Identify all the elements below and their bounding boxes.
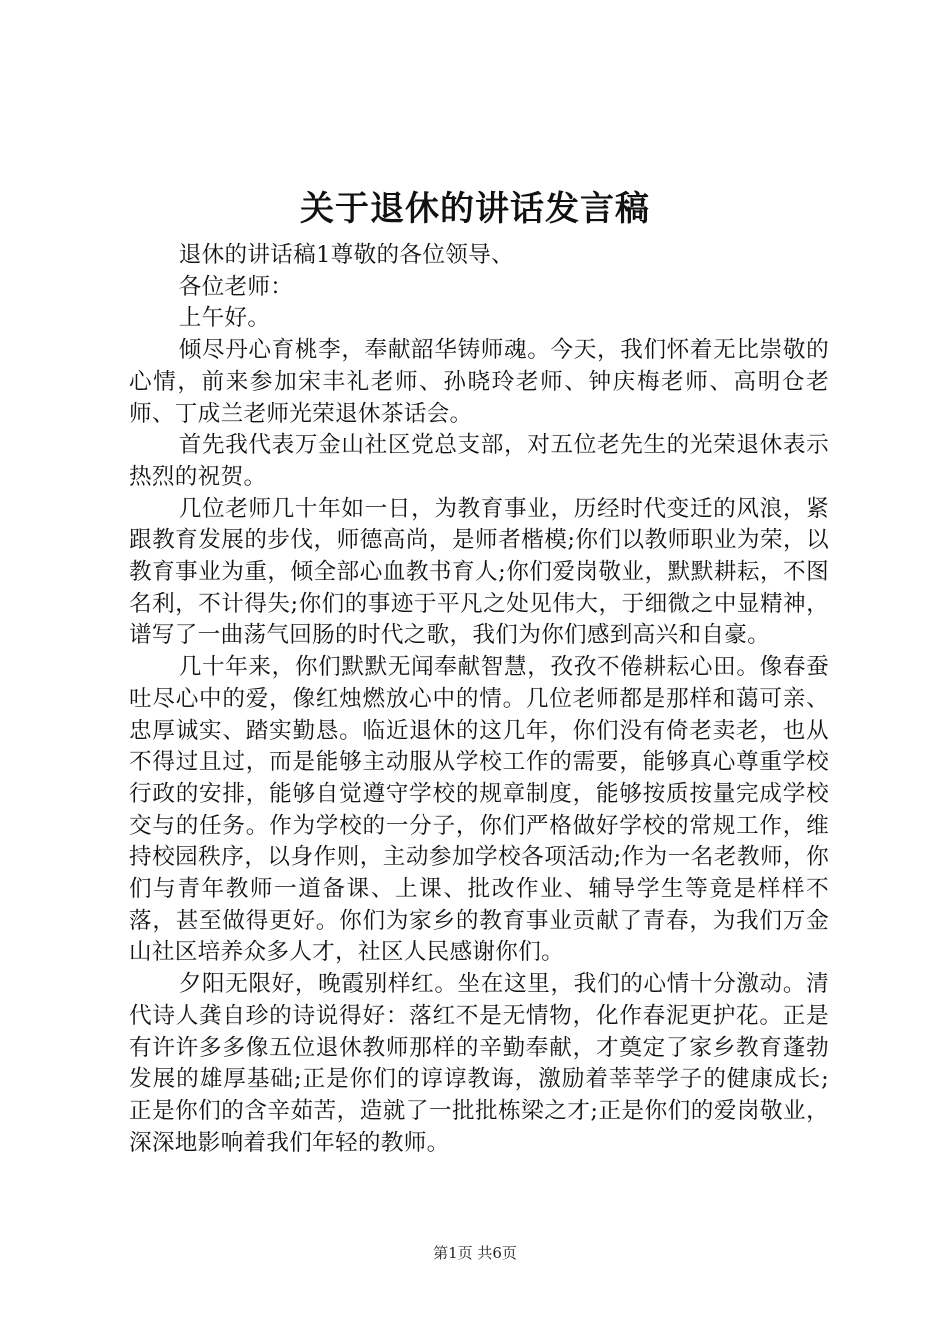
paragraph-greeting-line-1: 退休的讲话稿1尊敬的各位领导、 xyxy=(178,242,514,268)
paragraph-dedication: 几十年来，你们默默无闻奉献智慧，孜孜不倦耕耘心田。像春蚕吐尽心中的爱，像红烛燃放心中的情。几位老师都是那样和蔼可亲、忠厚诚实、踏实勤恳。临近退休的这几年，你们没有倚老卖老，也从不得过且过，而是能够主动服从学校工作的需要，能够真心尊重学校行政的安排，能够自觉遵守学校的规章制度，能够按质按量完成学校交与的任务。作为学校的一分子，你们严格做好学校的常规工作，维持校园秩序，以身作则，主动参加学校各项活动;作为一名老教师，你们与青年教师一道备课、上课、批改作业、辅导学生等竟是样样不落，甚至做得更好。你们为家乡的教育事业贡献了青春，为我们万金山社区培养众多人才，社区人民感谢你们。 xyxy=(129,654,829,966)
paragraph-tribute: 几位老师几十年如一日，为教育事业，历经时代变迁的风浪，紧跟教育发展的步伐，师德高尚，是师者楷模;你们以教师职业为荣，以教育事业为重，倾全部心血教书育人;你们爱岗敬业，默默耕耘，不图名利，不计得失;你们的事迹于平凡之处见伟大，于细微之中显精神，谱写了一曲荡气回肠的时代之歌，我们为你们感到高兴和自豪。 xyxy=(129,495,829,649)
document-body xyxy=(129,240,829,1159)
page-footer: 第1页 共6页 xyxy=(433,1244,517,1262)
paragraph-congratulations: 首先我代表万金山社区党总支部，对五位老先生的光荣退休表示热烈的祝贺。 xyxy=(129,432,829,490)
paragraph-greeting-line-2: 各位老师： xyxy=(178,273,294,300)
paragraph-opening: 倾尽丹心育桃李，奉献韶华铸师魂。今天，我们怀着无比崇敬的心情，前来参加宋丰礼老师、孙晓玲老师、钟庆梅老师、高明仓老师、丁成兰老师光荣退休茶话会。 xyxy=(129,337,829,427)
document-title: 关于退休的讲话发言稿 xyxy=(300,189,650,229)
paragraph-greeting-line-3: 上午好。 xyxy=(178,305,271,332)
paragraph-closing: 夕阳无限好，晚霞别样红。坐在这里，我们的心情十分激动。清代诗人龚自珍的诗说得好：落红不是无情物，化作春泥更护花。正是有许许多多像五位退休教师那样的辛勤奉献，才奠定了家乡教育蓬勃发展的雄厚基础;正是你们的谆谆教诲，激励着莘莘学子的健康成长;正是你们的含辛茹苦，造就了一批批栋梁之才;正是你们的爱岗敬业，深深地影响着我们年轻的教师。 xyxy=(129,971,829,1156)
